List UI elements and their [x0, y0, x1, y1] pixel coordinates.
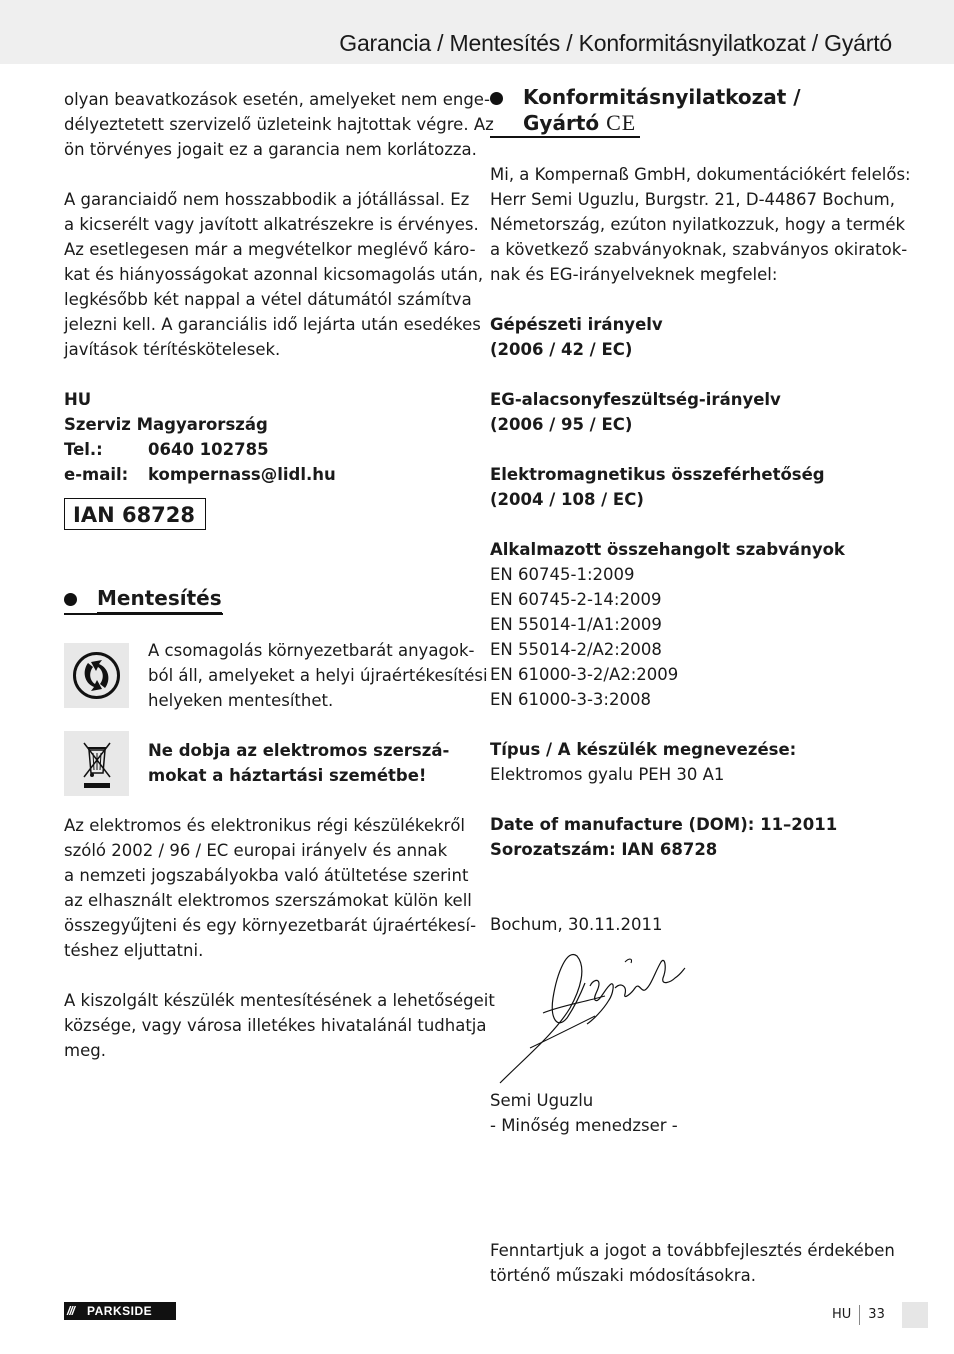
- place-date: Bochum, 30.11.2011: [490, 915, 663, 934]
- dom: Date of manufacture (DOM): 11–2011: [490, 815, 838, 834]
- signer-role: - Minőség menedzser -: [490, 1116, 678, 1135]
- signature-image: [495, 948, 695, 1088]
- service-contact: [64, 387, 464, 487]
- manufacture-info: [490, 812, 890, 862]
- green-dot-recycle-icon: [64, 643, 129, 708]
- signer-name: Semi Uguzlu: [490, 1091, 594, 1110]
- signer: [490, 1088, 890, 1138]
- device-type: Típus / A készülék megnevezése: Elektromos gyalu PEH 30 A1: [490, 740, 797, 784]
- page-number: [832, 1302, 885, 1328]
- standards-heading: Alkalmazott összehangolt szabványok: [490, 540, 845, 559]
- bullet-icon: [64, 593, 77, 606]
- heading-underline: [64, 613, 223, 615]
- service-email: e-mail: kompernass@lidl.hu: [64, 465, 336, 484]
- service-tel: Tel.: 0640 102785: [64, 440, 269, 459]
- ian-box: IAN 68728: [64, 498, 206, 530]
- recycle-text: A csomagolás környezetbarát anyagok- ból áll, amelyeket a helyi újraértékesítési helyeken mentesíthet.: [148, 641, 488, 710]
- directive-low-voltage: EG-alacsonyfeszültség-irányelv (2006 / 95 / EC): [490, 390, 781, 434]
- heading-underline: [490, 136, 640, 138]
- parkside-logo: /// PARKSIDE: [64, 1302, 176, 1320]
- warranty-paragraph-1: olyan beavatkozások esetén, amelyeket nem enge- délyeztetett szervizelő üzleteink hajtottak végre. Az ön törvényes jogait ez a garancia nem korlátozza.: [64, 90, 494, 159]
- crossed-out-bin-icon: [64, 731, 129, 796]
- standard-item: EN 60745-2-14:2009: [490, 590, 662, 609]
- disposal-heading: Mentesítés: [97, 585, 222, 613]
- standard-item: EN 61000-3-2/A2:2009: [490, 665, 679, 684]
- directive-emc: Elektromagnetikus összeférhetőség (2004 / 108 / EC): [490, 465, 825, 509]
- weee-warning: Ne dobja az elektromos szerszá- mokat a háztartási szemétbe!: [148, 741, 450, 785]
- page-title: Garancia / Mentesítés / Konformitásnyilatkozat / Gyártó: [339, 30, 892, 56]
- page-header: [0, 0, 954, 64]
- footer-marker: [902, 1302, 928, 1328]
- service-country: HU: [64, 390, 92, 409]
- standard-item: EN 55014-2/A2:2008: [490, 640, 662, 659]
- disposal-paragraph-2: A kiszolgált készülék mentesítésének a lehetőségeit községe, vagy városa illetékes hivatalánál tudhatja meg.: [64, 991, 495, 1060]
- disposal-paragraph-1: Az elektromos és elektronikus régi készülékekről szóló 2002 / 96 / EC europai irányelv és annak a nemzeti jogszabályokba való átültetése szerint az elhasznált elektromos szerszámokat külön kell összegyűjteni és egy környezetbarát újraértékesí- téshez eljuttatni.: [64, 816, 477, 960]
- service-name: Szerviz Magyarország: [64, 415, 268, 434]
- footnote: Fenntartjuk a jogot a továbbfejlesztés érdekében történő műszaki módosításokra.: [490, 1241, 895, 1285]
- standard-item: EN 60745-1:2009: [490, 565, 635, 584]
- conformity-heading: Konformitásnyilatkozat / Gyártó CE: [523, 85, 801, 135]
- standard-item: EN 55014-1/A1:2009: [490, 615, 662, 634]
- directive-machinery: Gépészeti irányelv (2006 / 42 / EC): [490, 315, 663, 359]
- conformity-intro: Mi, a Kompernaß GmbH, dokumentációkért felelős: Herr Semi Uguzlu, Burgstr. 21, D-44867 Bochum, Németország, ezúton nyilatkozzuk, hogy a termék a következő szabványoknak, szabványos okiratok- nak és EG-irányelveknek megfelel:: [490, 165, 911, 284]
- language-code: HU: [832, 1307, 852, 1322]
- warranty-paragraph-2: A garanciaidő nem hosszabbodik a jótállással. Ez a kicserélt vagy javított alkatrészekre is érvényes. Az esetlegesen már a megvételkor meglévő káro- kat és hiányosságokat azonnal kicsomagolás után, legkésőbb két nappal a vétel dátumától számítva jelezni kell. A garanciális idő lejárta után esedékes javítások térítéskötelesek.: [64, 190, 484, 359]
- ce-mark-icon: CE: [606, 110, 637, 135]
- logo-stripes-icon: ///: [67, 1304, 75, 1318]
- standards-list: [490, 537, 890, 712]
- serial-number: Sorozatszám: IAN 68728: [490, 840, 718, 859]
- page-num: 33: [868, 1307, 885, 1322]
- standard-item: EN 61000-3-3:2008: [490, 690, 651, 709]
- bullet-icon: [490, 92, 503, 105]
